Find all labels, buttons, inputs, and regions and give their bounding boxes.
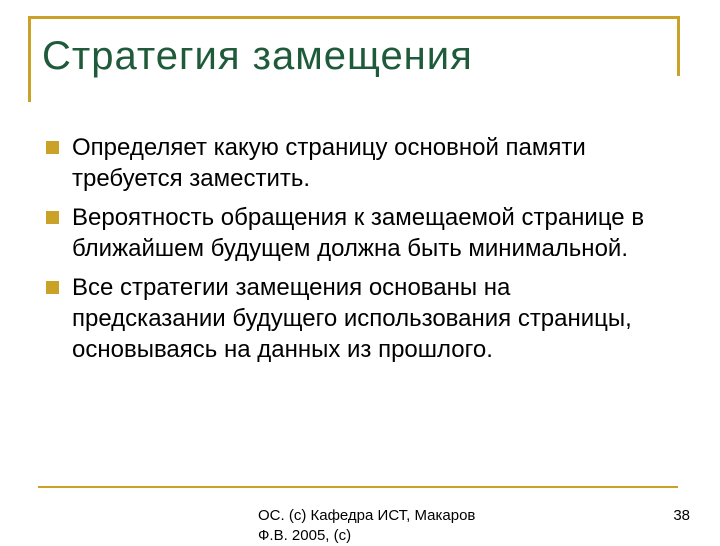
frame-top-rule: [28, 16, 680, 19]
bullet-text: Все стратегии замещения основаны на предсказании будущего использования страницы, основываясь на данных из прошлого.: [72, 274, 632, 363]
bullet-list: [46, 132, 666, 373]
bullet-text: Вероятность обращения к замещаемой странице в ближайшем будущем должна быть минимальной.: [72, 204, 645, 262]
square-bullet-icon: [46, 211, 59, 224]
frame-right-rule: [677, 16, 680, 76]
bullet-item: [46, 132, 666, 194]
footer-text: ОС. (с) Кафедра ИСТ, Макаров Ф.В. 2005, (с): [258, 507, 476, 544]
bullet-text: Определяет какую страницу основной памяти требуется заместить.: [72, 134, 586, 192]
bullet-item: [46, 272, 666, 365]
bullet-item: [46, 202, 666, 264]
square-bullet-icon: [46, 281, 59, 294]
frame-left-rule: [28, 16, 31, 102]
footer-rule: [38, 486, 678, 488]
square-bullet-icon: [46, 141, 59, 154]
page-number: 38: [673, 507, 690, 524]
slide-title: Стратегия замещения: [42, 34, 473, 78]
